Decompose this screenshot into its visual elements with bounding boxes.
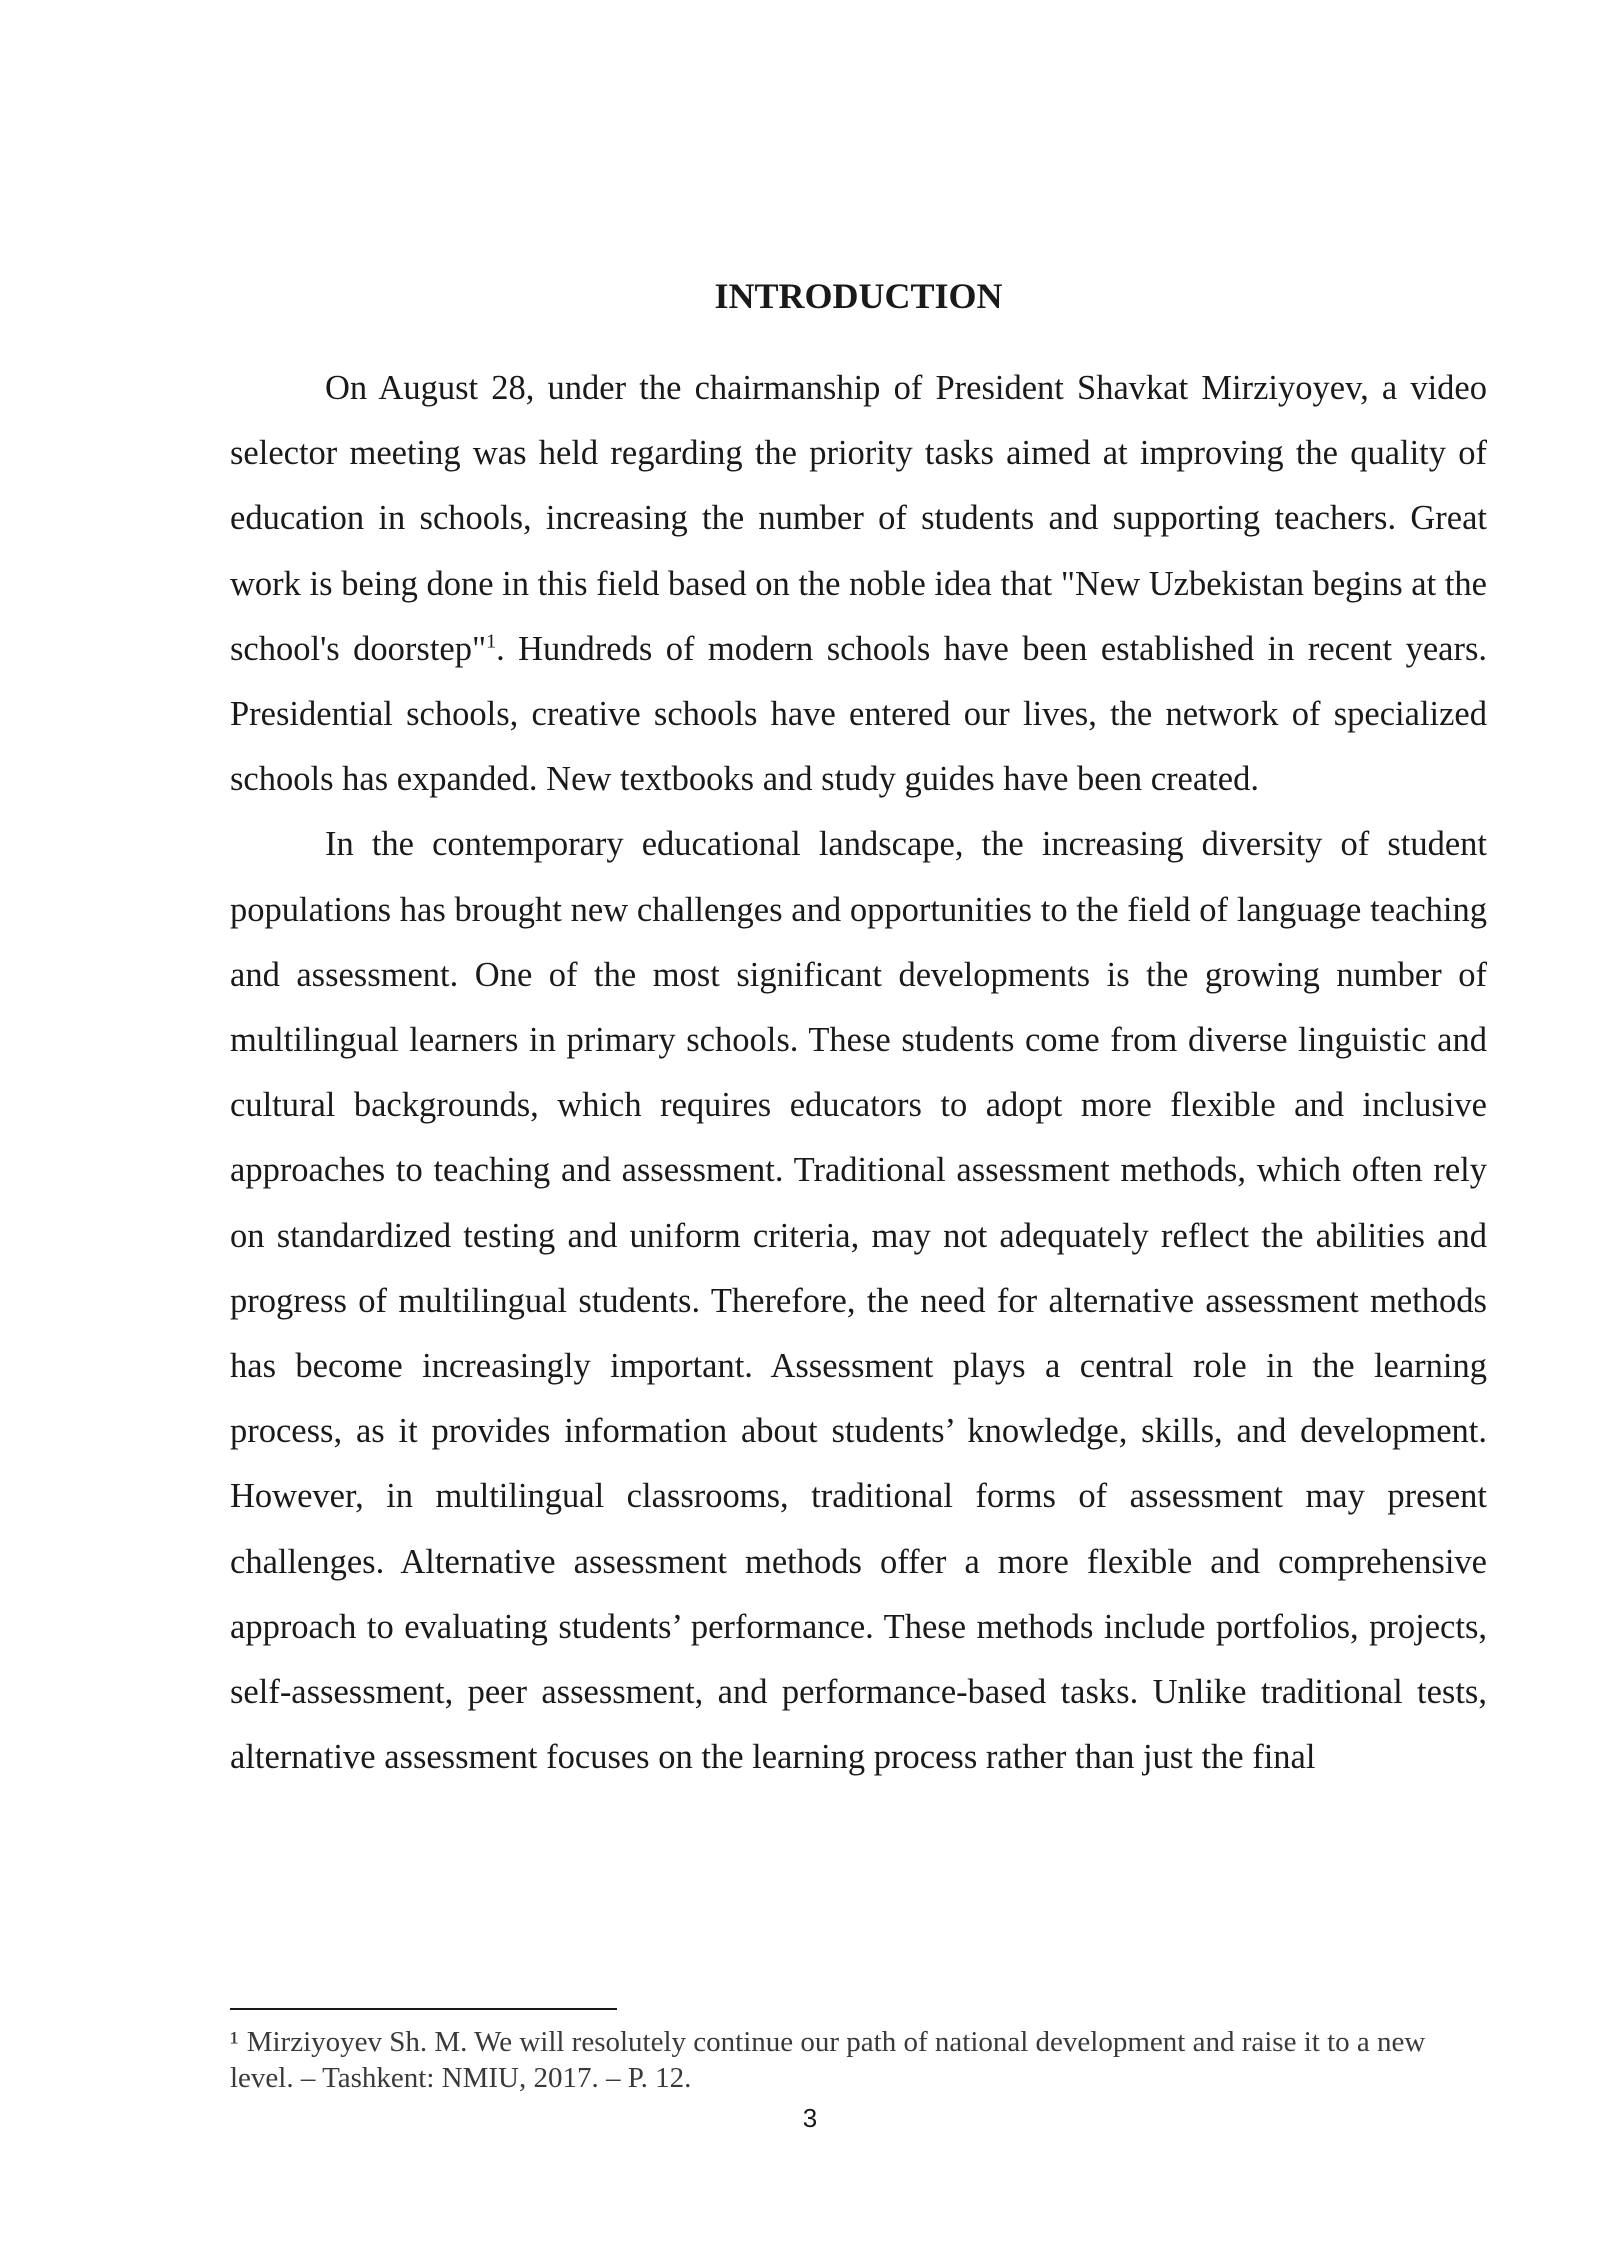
- page-number: 3: [802, 2103, 818, 2133]
- footnote-marker: ¹: [230, 2026, 239, 2058]
- paragraph-1: [230, 356, 1487, 812]
- footnote: [230, 2024, 1487, 2096]
- paragraph-2: In the contemporary educational landscape, the increasing diversity of student populations has brought new challenges and opportunities to the field of language teaching and assessment. One of the most significant developments is the growing number of multilingual learners in primary schools. These students come from diverse linguistic and cultural backgrounds, which requires educators to adopt more flexible and inclusive approaches to teaching and assessment. Traditional assessment methods, which often rely on standardized testing and uniform criteria, may not adequately reflect the abilities and progress of multilingual students. Therefore, the need for alternative assessment methods has become increasingly important. Assessment plays a central role in the learning process, as it provides information about students’ knowledge, skills, and development. However, in multilingual classrooms, traditional forms of assessment may present challenges. Alternative assessment methods offer a more flexible and comprehensive approach to evaluating students’ performance. These methods include portfolios, projects, self-assessment, peer assessment, and performance-based tasks. Unlike traditional tests, alternative assessment focuses on the learning process rather than just the final: [230, 825, 1487, 1777]
- paragraph-1-text-a: On August 28, under the chairmanship of President Shavkat Mirziyoyev, a video selector meeting was held regarding the priority tasks aimed at improving the quality of education in schools, increasing the number of students and supporting teachers. Great work is being done in this field based on the noble idea that "New Uzbekistan begins at the school's doorstep": [230, 369, 1487, 668]
- footnote-text: Mirziyoyev Sh. M. We will resolutely continue our path of national development and raise it to a new level. – Tashkent: NMIU, 2017. – P. 12.: [230, 2026, 1426, 2094]
- footnote-separator: [230, 2008, 617, 2010]
- footnote-reference: 1: [486, 630, 497, 653]
- paragraph-1-text-b: . Hundreds of modern schools have been established in recent years. Presidential schools, creative schools have entered our lives, the network of specialized schools has expanded. New textbooks and study guides have been created.: [230, 629, 1487, 799]
- body-text: [230, 356, 1487, 1790]
- section-heading: INTRODUCTION: [714, 276, 1003, 316]
